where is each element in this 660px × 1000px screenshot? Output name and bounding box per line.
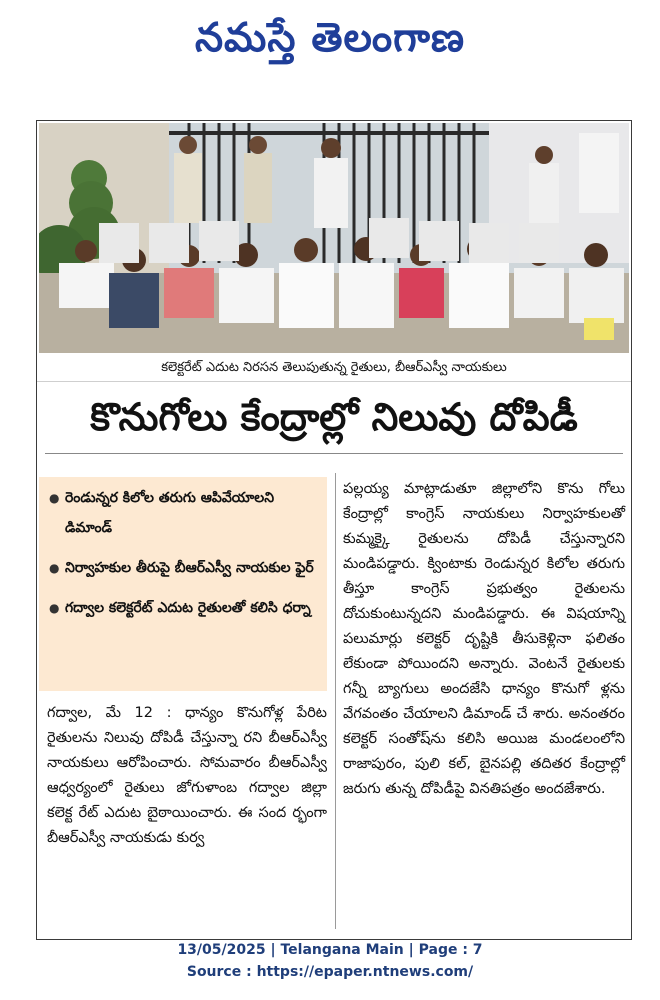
bullet-icon: ● (49, 601, 60, 615)
bullet-icon: ● (49, 561, 60, 575)
highlights-box (39, 477, 327, 691)
protest-photo (39, 123, 629, 353)
bullet-icon: ● (49, 491, 60, 505)
highlight-item (39, 477, 327, 547)
highlight-text: గద్వాల కలెక్టరేట్ ఎదుట రైతులతో కలిసి ధర్నా (65, 600, 311, 616)
headline-divider (45, 453, 623, 454)
highlight-item (39, 547, 327, 587)
highlight-text: రెండున్నర కిలోల తరుగు ఆపివేయాలని డిమాండ్ (65, 490, 275, 536)
photo-caption: కలెక్టరేట్ ఎదుట నిరసన తెలుపుతున్న రైతులు, బీఆర్ఎస్వీ నాయకులు (37, 355, 631, 382)
newspaper-title: నమస్తే తెలంగాణ (194, 15, 466, 61)
highlight-text: నిర్వాహకుల తీరుపై బీఆర్ఎస్వీ నాయకుల ఫైర్ (65, 560, 314, 576)
article-body-left: గద్వాల, మే 12 : ధాన్యం కొనుగోళ్ల పేరిట రైతులను నిలువు దోపిడీ చేస్తున్నా రని బీఆర్ఎస్వీ నాయకులు ఆరోపించారు. సోమవారం బీఆర్ఎస్వీ ఆధ్వర్యంలో రైతులు జోగుళాంబ గద్వాల జిల్లా కలెక్ట రేట్ ఎదుట బైఠాయించారు. ఈ సంద ర్భంగా బీఆర్ఎస్వీ నాయకుడు కుర్వ (47, 705, 327, 846)
footer-source-line: Source : https://epaper.ntnews.com/ (186, 964, 474, 980)
masthead (0, 8, 660, 68)
column-divider (335, 473, 336, 929)
article-headline: కొనుగోలు కేంద్రాల్లో నిలువు దోపిడీ (90, 395, 578, 439)
footer-date-line: 13/05/2025 | Telangana Main | Page : 7 (177, 942, 483, 958)
highlight-item (39, 587, 327, 627)
protest-photo-image (39, 123, 629, 353)
news-clipping (36, 120, 632, 940)
article-body-right: పల్లయ్య మాట్లాడుతూ జిల్లాలోని కొను గోలు కేంద్రాల్లో కాంగ్రెస్ నాయకులు నిర్వాహకులతో కుమ్మక్కై రైతులను దోపిడీ చేస్తున్నారని మండిపడ్డారు. క్వింటాకు రెండున్నర కిలోల తరుగు తీస్తూ కాంగ్రెస్ ప్రభుత్వం రైతులను దోచుకుంటున్నదని మండిపడ్డారు. ఈ విషయాన్ని పలుమార్లు కలెక్టర్ దృష్టికి తీసుకెళ్లినా ఫలితం లేకుండా పోయిందని అన్నారు. వెంటనే రైతులకు గన్నీ బ్యాగులు అందజేసి ధాన్యం కొనుగో ళ్లను వేగవంతం చేయాలని డిమాండ్ చే శారు. అనంతరం కలెక్టర్ సంతోష్‌ను కలిసి అయిజ మండలంలోని రాజాపురం, పులి కల్, బైనపల్లి తదితర కేంద్రాల్లో జరుగు తున్న దోపిడీపై వినతిపత్రం అందజేశారు. (343, 481, 625, 797)
